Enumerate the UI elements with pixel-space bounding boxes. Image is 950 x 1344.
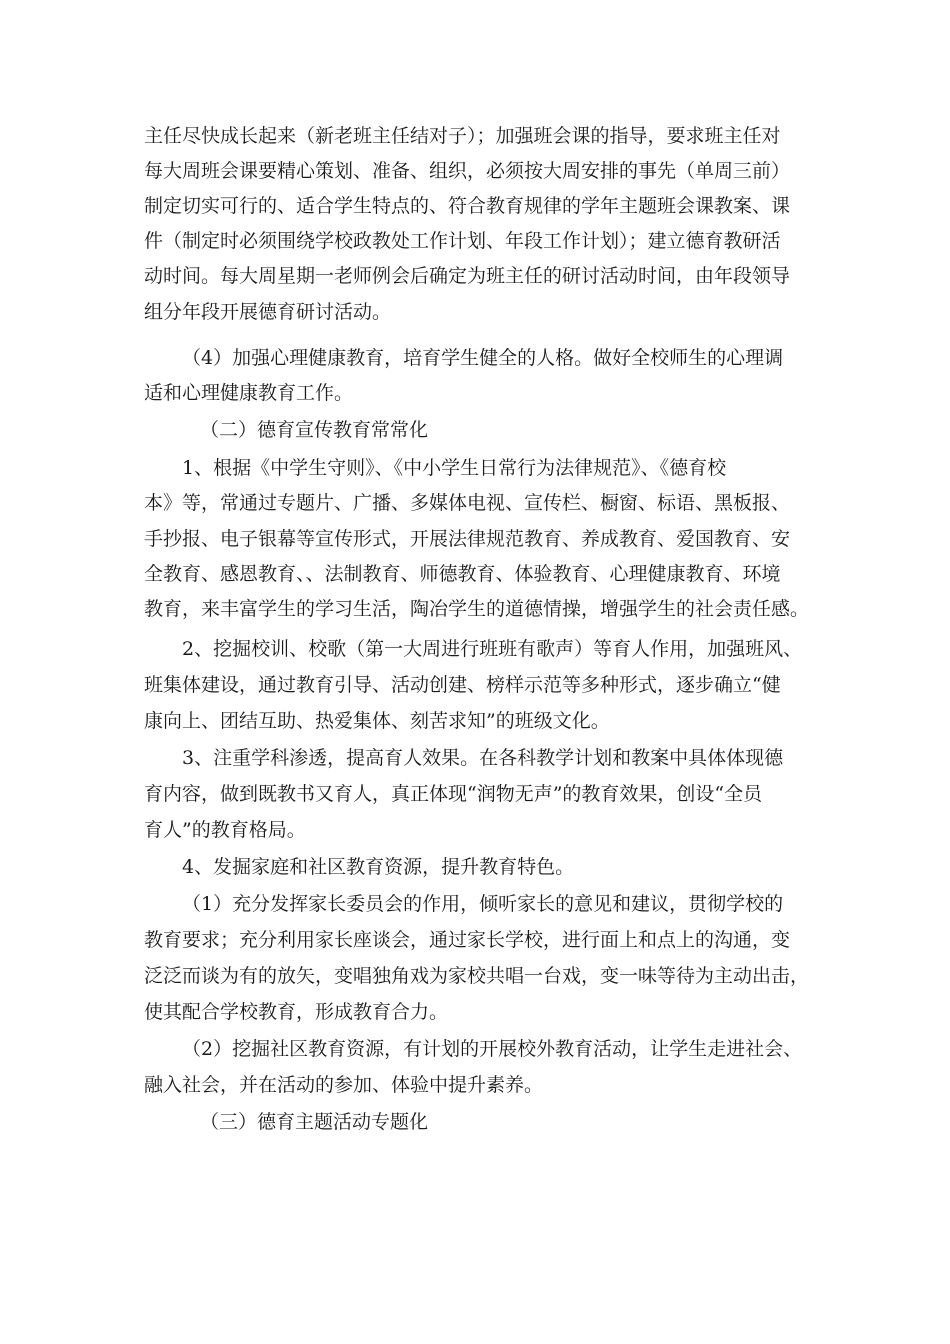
paragraph-line: 教育，来丰富学生的学习生活，陶冶学生的道德情操，增强学生的社会责任感。 xyxy=(144,598,810,620)
paragraph-line: 全教育、感恩教育、、法制教育、师德教育、体验教育、心理健康教育、环境 xyxy=(144,563,781,585)
paragraph-line: 件（制定时必须围绕学校政教处工作计划、年段工作计划）；建立德育教研活 xyxy=(144,230,781,252)
paragraph-line: 班集体建设，通过教育引导、活动创建、榜样示范等多种形式，逐步确立“健 xyxy=(144,674,781,696)
paragraph-line: 泛泛而谈为有的放矢，变唱独角戏为家校共唱一台戏，变一味等待为主动出击， xyxy=(144,965,810,987)
paragraph-line: 1、根据《中学生守则》、《中小学生日常行为法律规范》、《德育校 xyxy=(182,457,727,479)
paragraph-line: 手抄报、电子银幕等宣传形式，开展法律规范教育、养成教育、爱国教育、安 xyxy=(144,528,791,550)
paragraph-line: 2、挖掘校训、校歌（第一大周进行班班有歌声）等育人作用，加强班风、 xyxy=(182,638,803,660)
paragraph-line: （4）加强心理健康教育，培育学生健全的人格。做好全校师生的心理调 xyxy=(182,347,784,369)
paragraph-line: 育内容，做到既教书又育人，真正体现“润物无声”的教育效果，创设“全员 xyxy=(144,783,763,805)
section-heading: （三）德育主题活动专题化 xyxy=(200,1111,429,1133)
paragraph-line: 3、注重学科渗透，提高育人效果。在各科教学计划和教案中具体体现德 xyxy=(182,747,784,769)
paragraph-line: 康向上、团结互助、热爱集体、刻苦求知”的班级文化。 xyxy=(144,710,610,732)
paragraph-line: 本》等，常通过专题片、广播、多媒体电视、宣传栏、橱窗、标语、黑板报、 xyxy=(144,492,791,514)
paragraph-line: 育人”的教育格局。 xyxy=(144,819,306,841)
paragraph-line: 教育要求；充分利用家长座谈会，通过家长学校，进行面上和点上的沟通，变 xyxy=(144,929,791,951)
paragraph-line: 制定切实可行的、适合学生特点的、符合教育规律的学年主题班会课教案、课 xyxy=(144,195,791,217)
paragraph-line: 融入社会，并在活动的参加、体验中提升素养。 xyxy=(144,1074,544,1096)
section-heading: （二）德育宣传教育常常化 xyxy=(200,419,429,441)
paragraph-line: 主任尽快成长起来（新老班主任结对子）；加强班会课的指导，要求班主任对 xyxy=(144,125,781,147)
paragraph-line: 4、发掘家庭和社区教育资源，提升教育特色。 xyxy=(182,856,575,878)
paragraph-line: （1）充分发挥家长委员会的作用，倾听家长的意见和建议，贯彻学校的 xyxy=(182,893,784,915)
paragraph-line: 每大周班会课要精心策划、准备、组织，必须按大周安排的事先（单周三前） xyxy=(144,160,791,182)
paragraph-line: 适和心理健康教育工作。 xyxy=(144,382,354,404)
paragraph-line: （2）挖掘社区教育资源，有计划的开展校外教育活动，让学生走进社会、 xyxy=(182,1038,803,1060)
paragraph-line: 使其配合学校教育，形成教育合力。 xyxy=(144,1001,449,1023)
paragraph-line: 动时间。每大周星期一老师例会后确定为班主任的研讨活动时间，由年段领导 xyxy=(144,265,791,287)
paragraph-line: 组分年段开展德育研讨活动。 xyxy=(144,301,392,323)
